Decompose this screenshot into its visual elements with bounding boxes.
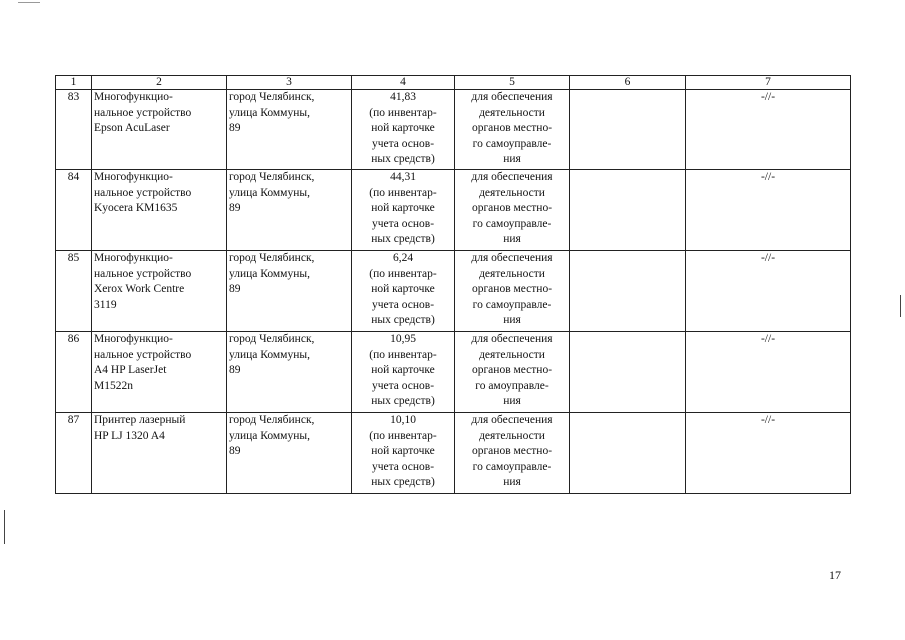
area-line: учета основ-	[371, 379, 435, 392]
item-name-line: Многофункцио-	[94, 252, 173, 264]
inventory-table	[55, 75, 851, 494]
item-name-line: нальное устройство	[94, 106, 192, 119]
purpose-line: органов местно-	[471, 122, 553, 135]
note-cell: -//-	[686, 413, 851, 494]
item-name-line: Многофункцио-	[94, 171, 173, 183]
item-name-cell	[92, 332, 227, 413]
purpose-line: органов местно-	[471, 202, 553, 215]
item-name-cell	[92, 90, 227, 170]
header-cell-2: 2	[92, 76, 227, 90]
area-line: (по инвентар-	[369, 106, 437, 119]
area-cell	[352, 251, 455, 332]
header-cell-4: 4	[352, 76, 455, 90]
table-row	[56, 170, 851, 251]
item-name-line: HP LJ 1320 A4	[94, 429, 165, 442]
purpose-line: деятельности	[479, 429, 545, 442]
purpose-line: органов местно-	[471, 283, 553, 296]
item-name-line: Многофункцио-	[94, 333, 173, 345]
purpose-cell	[455, 90, 570, 170]
header-cell-7: 7	[686, 76, 851, 90]
area-line: учета основ-	[371, 217, 435, 230]
area-line: ных средств)	[371, 233, 435, 246]
area-line: учета основ-	[371, 298, 435, 311]
column-6-cell	[570, 251, 686, 332]
area-cell	[352, 170, 455, 251]
area-cell	[352, 332, 455, 413]
row-number-cell: 83	[56, 90, 92, 170]
purpose-line: ния	[503, 314, 521, 327]
area-line: ных средств)	[371, 314, 435, 327]
area-line: учета основ-	[371, 460, 435, 473]
address-line: город Челябинск,	[229, 91, 315, 103]
purpose-line: го амоуправле-	[475, 379, 549, 392]
address-line: улица Коммуны,	[229, 267, 310, 280]
item-name-line: нальное устройство	[94, 348, 192, 361]
purpose-line: для обеспечения	[471, 252, 553, 264]
purpose-cell	[455, 413, 570, 494]
scan-artifact-top	[18, 2, 40, 3]
header-cell-6: 6	[570, 76, 686, 90]
item-name-cell	[92, 170, 227, 251]
purpose-line: ния	[503, 395, 521, 408]
address-line: 89	[229, 202, 241, 215]
purpose-line: для обеспечения	[471, 414, 553, 426]
purpose-line: го самоуправле-	[472, 460, 552, 473]
note-cell: -//-	[686, 251, 851, 332]
item-name-line: M1522n	[94, 379, 133, 392]
purpose-cell	[455, 170, 570, 251]
area-line: ной карточке	[371, 364, 435, 377]
purpose-line: деятельности	[479, 186, 545, 199]
area-line: ной карточке	[371, 445, 435, 458]
table-row	[56, 332, 851, 413]
scan-artifact-left	[4, 510, 5, 544]
address-line: улица Коммуны,	[229, 106, 310, 119]
purpose-line: ния	[503, 233, 521, 246]
item-name-line: нальное устройство	[94, 186, 192, 199]
purpose-line: го самоуправле-	[472, 137, 552, 150]
area-line: ной карточке	[371, 283, 435, 296]
address-cell	[227, 413, 352, 494]
header-cell-3: 3	[227, 76, 352, 90]
area-line: 6,24	[392, 252, 414, 264]
table-row	[56, 413, 851, 494]
inventory-table-body	[56, 76, 851, 494]
area-line: (по инвентар-	[369, 267, 437, 280]
purpose-line: для обеспечения	[471, 91, 553, 103]
table-row	[56, 251, 851, 332]
address-line: улица Коммуны,	[229, 348, 310, 361]
address-cell	[227, 90, 352, 170]
column-6-cell	[570, 413, 686, 494]
item-name-line: Xerox Work Centre	[94, 283, 185, 296]
purpose-line: го самоуправле-	[472, 298, 552, 311]
item-name-line: Kyocera KM1635	[94, 202, 178, 215]
area-line: 10,95	[390, 333, 416, 345]
row-number-cell: 87	[56, 413, 92, 494]
header-cell-1: 1	[56, 76, 92, 90]
item-name-line: Epson AcuLaser	[94, 122, 170, 135]
note-cell: -//-	[686, 332, 851, 413]
area-cell	[352, 413, 455, 494]
page-number: 17	[829, 568, 841, 582]
area-line: (по инвентар-	[369, 429, 437, 442]
address-line: город Челябинск,	[229, 252, 315, 264]
area-line: ных средств)	[371, 395, 435, 408]
row-number-cell: 86	[56, 332, 92, 413]
address-line: улица Коммуны,	[229, 186, 310, 199]
item-name-cell	[92, 251, 227, 332]
purpose-line: деятельности	[479, 106, 545, 119]
purpose-cell	[455, 251, 570, 332]
item-name-cell	[92, 413, 227, 494]
item-name-line: нальное устройство	[94, 267, 192, 280]
address-line: 89	[229, 122, 241, 135]
area-line: 44,31	[390, 171, 416, 183]
address-line: город Челябинск,	[229, 171, 315, 183]
note-cell: -//-	[686, 170, 851, 251]
area-line: ных средств)	[371, 476, 435, 489]
purpose-line: деятельности	[479, 267, 545, 280]
area-line: ной карточке	[371, 202, 435, 215]
purpose-line: для обеспечения	[471, 171, 553, 183]
purpose-line: деятельности	[479, 348, 545, 361]
item-name-line: A4 HP LaserJet	[94, 364, 167, 377]
column-6-cell	[570, 170, 686, 251]
purpose-line: для обеспечения	[471, 333, 553, 345]
purpose-line: ния	[503, 476, 521, 489]
area-line: учета основ-	[371, 137, 435, 150]
column-6-cell	[570, 90, 686, 170]
item-name-line: Многофункцио-	[94, 91, 173, 103]
header-cell-5: 5	[455, 76, 570, 90]
address-cell	[227, 251, 352, 332]
address-line: город Челябинск,	[229, 414, 315, 426]
area-line: (по инвентар-	[369, 348, 437, 361]
area-line: 10,10	[390, 414, 416, 426]
area-line: 41,83	[390, 91, 416, 103]
row-number-cell: 84	[56, 170, 92, 251]
address-line: 89	[229, 445, 241, 458]
area-line: ной карточке	[371, 122, 435, 135]
address-cell	[227, 332, 352, 413]
table-header-row	[56, 76, 851, 90]
item-name-line: 3119	[94, 298, 117, 311]
row-number-cell: 85	[56, 251, 92, 332]
area-line: ных средств)	[371, 153, 435, 166]
address-line: улица Коммуны,	[229, 429, 310, 442]
area-cell	[352, 90, 455, 170]
table-row	[56, 90, 851, 170]
scan-artifact-right	[900, 295, 901, 317]
purpose-line: ния	[503, 153, 521, 166]
address-line: 89	[229, 364, 241, 377]
address-line: 89	[229, 283, 241, 296]
purpose-cell	[455, 332, 570, 413]
area-line: (по инвентар-	[369, 186, 437, 199]
address-line: город Челябинск,	[229, 333, 315, 345]
purpose-line: го самоуправле-	[472, 217, 552, 230]
column-6-cell	[570, 332, 686, 413]
purpose-line: органов местно-	[471, 445, 553, 458]
item-name-line: Принтер лазерный	[94, 414, 186, 426]
note-cell: -//-	[686, 90, 851, 170]
purpose-line: органов местно-	[471, 364, 553, 377]
address-cell	[227, 170, 352, 251]
